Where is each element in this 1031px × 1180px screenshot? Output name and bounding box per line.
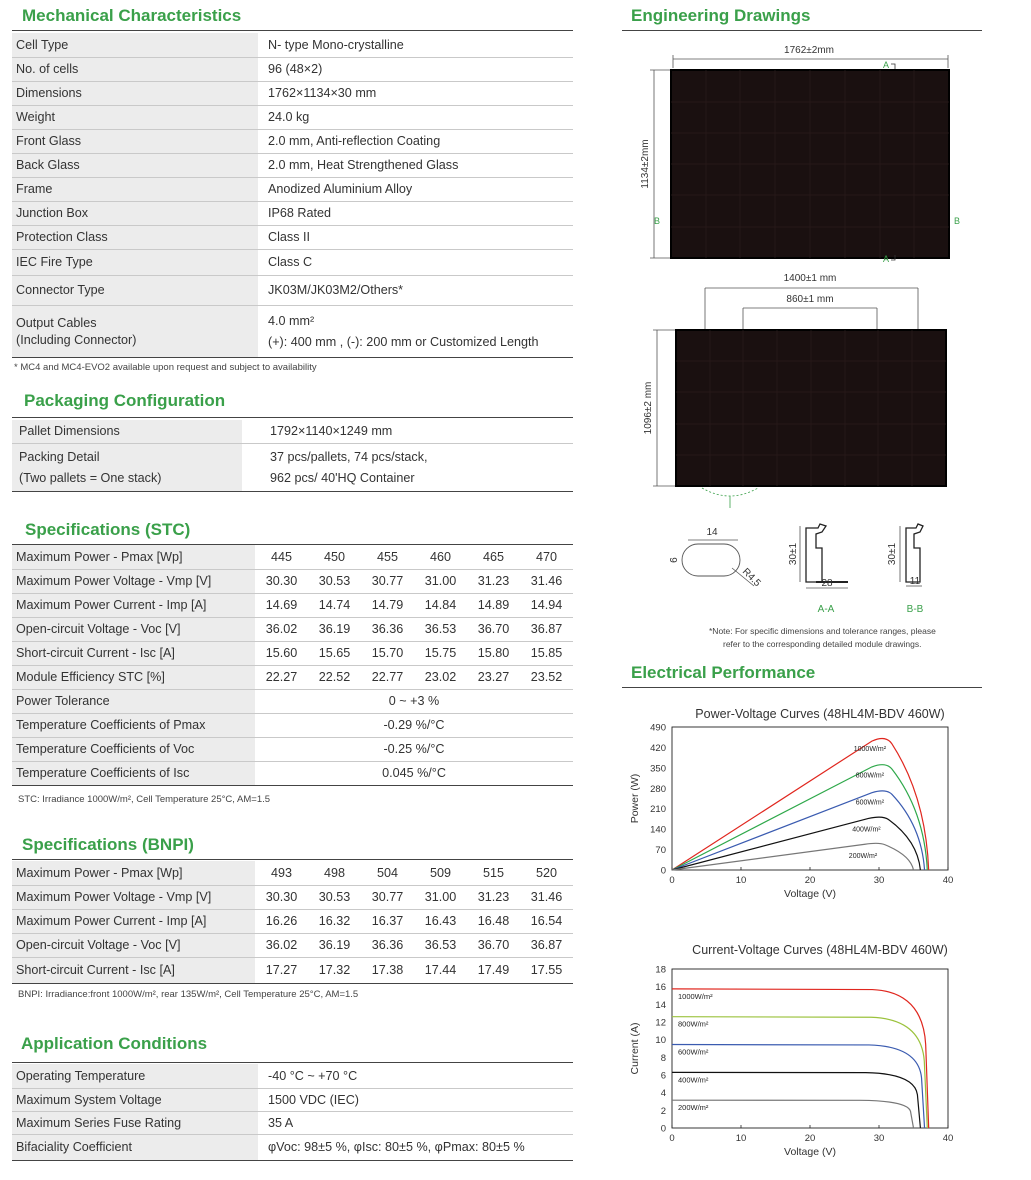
cell-value: 455 (361, 545, 414, 569)
row-value: 962 pcs/ 40'HQ Container (270, 470, 415, 485)
cell-value: 36.02 (255, 617, 308, 641)
x-axis-label: Voltage (V) (784, 1146, 836, 1158)
row-label: Pallet Dimensions (12, 420, 242, 443)
series-label: 800W/m² (678, 1019, 709, 1029)
electrical-title: Electrical Performance (631, 663, 816, 682)
row-label: Power Tolerance (12, 689, 255, 713)
x-tick-label: 40 (942, 875, 954, 886)
row-label: Temperature Coefficients of Pmax (12, 713, 255, 737)
bnpi-title: Specifications (BNPI) (22, 835, 194, 854)
stc-title: Specifications (STC) (25, 520, 191, 539)
packaging-table (12, 420, 573, 492)
cell-value: 36.19 (308, 617, 361, 641)
series-label: 600W/m² (678, 1047, 709, 1057)
cell-value: 16.32 (308, 909, 361, 933)
row-value: 35 A (258, 1111, 573, 1134)
back-width-dimension: 1400±1 mm (783, 273, 837, 284)
cell-value: 14.74 (308, 593, 361, 617)
cell-value: 30.77 (361, 569, 414, 593)
row-label: IEC Fire Type (12, 249, 258, 275)
cell-value: 0.045 %/°C (255, 761, 573, 785)
cell-value: 31.23 (467, 885, 520, 909)
table-row (12, 1134, 573, 1160)
cell-value: 22.27 (255, 665, 308, 689)
section-label-bb: B-B (906, 604, 924, 615)
cell-value: 36.19 (308, 933, 361, 957)
cell-value: 17.38 (361, 957, 414, 983)
table-row (12, 57, 573, 81)
cell-value: 23.27 (467, 665, 520, 689)
cell-value: 16.26 (255, 909, 308, 933)
cell-value: 36.70 (467, 933, 520, 957)
row-value: (+): 400 mm , (-): 200 mm or Customized Length (268, 334, 539, 349)
row-label: Module Efficiency STC [%] (12, 665, 255, 689)
iv-series-line (672, 989, 929, 1128)
height-dimension: 1134±2mm (640, 139, 651, 189)
output-cables-value (258, 305, 573, 357)
table-row (12, 665, 573, 689)
cell-value: 17.44 (414, 957, 467, 983)
pv-series-line (672, 791, 925, 870)
hole-width: 14 (706, 527, 718, 538)
y-tick-label: 8 (660, 1052, 666, 1064)
section-mark-a: A (883, 254, 890, 264)
packing-detail-label (12, 443, 242, 491)
cell-value: 23.52 (520, 665, 573, 689)
row-value: 37 pcs/pallets, 74 pcs/stack, (270, 449, 428, 464)
cell-value: 31.46 (520, 885, 573, 909)
row-label: Back Glass (12, 153, 258, 177)
table-row (12, 885, 573, 909)
cell-value: 15.65 (308, 641, 361, 665)
row-label: (Including Connector) (16, 332, 137, 347)
row-label: Operating Temperature (12, 1064, 258, 1088)
row-label: Cell Type (12, 33, 258, 57)
cell-value: 460 (414, 545, 467, 569)
x-tick-label: 20 (804, 875, 816, 886)
series-label: 400W/m² (678, 1075, 709, 1085)
row-value: IP68 Rated (258, 201, 573, 225)
cell-value: 30.30 (255, 569, 308, 593)
cell-value: 498 (308, 861, 361, 885)
table-row (12, 177, 573, 201)
y-axis-label: Current (A) (629, 1022, 641, 1075)
y-tick-label: 10 (655, 1035, 666, 1047)
packing-detail-value (242, 443, 573, 491)
cell-value: 509 (414, 861, 467, 885)
row-label: Bifaciality Coefficient (12, 1134, 258, 1160)
x-tick-label: 10 (735, 1133, 747, 1144)
x-axis-label: Voltage (V) (784, 888, 836, 900)
cell-value: 16.48 (467, 909, 520, 933)
x-tick-label: 30 (873, 875, 885, 886)
row-label: Connector Type (12, 275, 258, 305)
cell-value: 17.49 (467, 957, 520, 983)
row-value: Anodized Aluminium Alloy (258, 177, 573, 201)
cell-value: 504 (361, 861, 414, 885)
table-row (12, 1064, 573, 1088)
drawings-title: Engineering Drawings (631, 6, 811, 25)
cell-value: 14.69 (255, 593, 308, 617)
stc-table (12, 545, 573, 786)
packaging-title: Packaging Configuration (24, 391, 226, 410)
cell-value: 36.70 (467, 617, 520, 641)
cell-value: 493 (255, 861, 308, 885)
section-divider (12, 417, 573, 418)
bnpi-note: BNPI: Irradiance:front 1000W/m², rear 135W/m², Cell Temperature 25°C, AM=1.5 (18, 989, 359, 1000)
cell-value: 14.94 (520, 593, 573, 617)
hole-height: 9 (667, 557, 678, 563)
row-label: Temperature Coefficients of Isc (12, 761, 255, 785)
cell-value: 36.87 (520, 617, 573, 641)
mechanical-title: Mechanical Characteristics (22, 6, 242, 25)
table-row (12, 569, 573, 593)
frame-height-bb: 30±1 (887, 542, 898, 566)
row-value: Class C (258, 249, 573, 275)
y-tick-label: 4 (660, 1088, 666, 1100)
cell-value: 31.23 (467, 569, 520, 593)
section-divider (622, 30, 982, 31)
iv-series-line (672, 1045, 925, 1128)
chart-title: Current-Voltage Curves (48HL4M-BDV 460W) (692, 943, 948, 957)
frame-width-bb: 11 (909, 576, 921, 587)
row-value: 2.0 mm, Anti-reflection Coating (258, 129, 573, 153)
cell-value: 36.53 (414, 617, 467, 641)
row-label: Protection Class (12, 225, 258, 249)
row-value: 1500 VDC (IEC) (258, 1088, 573, 1111)
y-tick-label: 6 (660, 1070, 666, 1082)
y-tick-label: 18 (655, 964, 666, 976)
table-row (12, 617, 573, 641)
row-value: JK03M/JK03M2/Others* (258, 275, 573, 305)
current-voltage-chart (620, 938, 970, 1162)
y-tick-label: 2 (660, 1105, 666, 1117)
y-tick-label: 420 (650, 742, 666, 754)
series-label: 400W/m² (852, 826, 881, 834)
table-row (12, 761, 573, 785)
table-row (12, 593, 573, 617)
row-value: 96 (48×2) (258, 57, 573, 81)
y-tick-label: 350 (650, 763, 666, 775)
cell-value: 36.53 (414, 933, 467, 957)
table-row (12, 129, 573, 153)
table-row (12, 249, 573, 275)
cell-value: 31.00 (414, 569, 467, 593)
cell-value: 36.36 (361, 933, 414, 957)
cell-value: 16.37 (361, 909, 414, 933)
row-label: (Two pallets = One stack) (19, 470, 162, 485)
y-tick-label: 490 (650, 722, 666, 734)
cell-value: 450 (308, 545, 361, 569)
row-label: Maximum Power Voltage - Vmp [V] (12, 569, 255, 593)
cell-value: 17.32 (308, 957, 361, 983)
table-row (12, 105, 573, 129)
plot-frame (672, 969, 948, 1128)
x-tick-label: 40 (942, 1133, 954, 1144)
cable-outline (702, 488, 758, 496)
row-value: Class II (258, 225, 573, 249)
table-row (12, 305, 573, 357)
table-row (12, 957, 573, 983)
y-tick-label: 0 (660, 865, 666, 877)
row-label: Short-circuit Current - Isc [A] (12, 641, 255, 665)
table-row (12, 861, 573, 885)
frame-height-aa: 30±1 (788, 542, 799, 566)
chart-title: Power-Voltage Curves (48HL4M-BDV 460W) (695, 707, 945, 721)
cell-value: 15.60 (255, 641, 308, 665)
stc-note: STC: Irradiance 1000W/m², Cell Temperature 25°C, AM=1.5 (18, 794, 271, 805)
section-divider (12, 1062, 573, 1063)
x-tick-label: 20 (804, 1133, 816, 1144)
power-voltage-chart (620, 700, 970, 912)
cell-value: -0.25 %/°C (255, 737, 573, 761)
cell-value: 15.85 (520, 641, 573, 665)
back-height-dimension: 1096±2 mm (643, 381, 654, 435)
x-tick-label: 10 (735, 875, 747, 886)
x-tick-label: 30 (873, 1133, 885, 1144)
cell-value: 17.27 (255, 957, 308, 983)
y-tick-label: 12 (655, 1017, 666, 1029)
row-label: Packing Detail (19, 449, 100, 464)
cell-value: 36.02 (255, 933, 308, 957)
cell-value: 520 (520, 861, 573, 885)
cell-value: 14.89 (467, 593, 520, 617)
y-tick-label: 14 (655, 999, 666, 1011)
application-title: Application Conditions (21, 1034, 208, 1053)
y-tick-label: 210 (650, 804, 666, 816)
row-label: Maximum Series Fuse Rating (12, 1111, 258, 1134)
table-row (12, 689, 573, 713)
row-label: Maximum Power - Pmax [Wp] (12, 861, 255, 885)
hole-radius: R4.5 (739, 566, 763, 590)
row-label: Dimensions (12, 81, 258, 105)
series-label: 1000W/m² (678, 991, 713, 1001)
y-tick-label: 0 (660, 1123, 666, 1135)
drawing-note-line1: *Note: For specific dimensions and tolerance ranges, please (709, 626, 936, 636)
row-value: 2.0 mm, Heat Strengthened Glass (258, 153, 573, 177)
cell-value: 30.30 (255, 885, 308, 909)
table-row (12, 443, 573, 491)
cell-value: 30.53 (308, 569, 361, 593)
row-value: -40 °C ~ +70 °C (258, 1064, 573, 1088)
cell-value: 22.52 (308, 665, 361, 689)
series-label: 1000W/m² (853, 745, 887, 753)
y-tick-label: 140 (650, 824, 666, 836)
y-tick-label: 16 (655, 982, 666, 994)
y-tick-label: 280 (650, 783, 666, 795)
row-value: 24.0 kg (258, 105, 573, 129)
cell-value: 22.77 (361, 665, 414, 689)
cell-value: 30.77 (361, 885, 414, 909)
row-label: Maximum Power Current - Imp [A] (12, 909, 255, 933)
table-row (12, 225, 573, 249)
cell-value: 31.00 (414, 885, 467, 909)
table-row (12, 933, 573, 957)
y-tick-label: 70 (655, 845, 666, 857)
row-value: N- type Mono-crystalline (258, 33, 573, 57)
application-table (12, 1064, 573, 1161)
cell-value: 0 ~ +3 % (255, 689, 573, 713)
width-dimension: 1762±2mm (784, 45, 834, 56)
row-label: Temperature Coefficients of Voc (12, 737, 255, 761)
back-view-drawing (630, 268, 970, 508)
cell-value: 16.54 (520, 909, 573, 933)
table-row (12, 737, 573, 761)
mechanical-table (12, 33, 573, 358)
section-divider (12, 30, 573, 31)
row-label: Open-circuit Voltage - Voc [V] (12, 933, 255, 957)
cell-value: 30.53 (308, 885, 361, 909)
table-row (12, 641, 573, 665)
cell-value: 445 (255, 545, 308, 569)
cell-value: 36.36 (361, 617, 414, 641)
row-label: Maximum Power Current - Imp [A] (12, 593, 255, 617)
row-value: φVoc: 98±5 %, φIsc: 80±5 %, φPmax: 80±5 % (258, 1134, 573, 1160)
pv-series-line (672, 765, 927, 870)
cell-value: 15.70 (361, 641, 414, 665)
table-row (12, 713, 573, 737)
frame-width-aa: 28 (821, 578, 833, 589)
cell-value: 15.80 (467, 641, 520, 665)
table-row (12, 275, 573, 305)
row-label: Output Cables (16, 315, 97, 330)
row-label: No. of cells (12, 57, 258, 81)
drawing-note-line2: refer to the corresponding detailed module drawings. (723, 639, 922, 649)
row-value: 1792×1140×1249 mm (242, 420, 573, 443)
table-row (12, 420, 573, 443)
cell-value: 17.55 (520, 957, 573, 983)
section-mark-a: A (883, 60, 890, 70)
bnpi-table (12, 861, 573, 984)
front-view-drawing (630, 38, 970, 268)
table-row (12, 909, 573, 933)
cell-value: -0.29 %/°C (255, 713, 573, 737)
series-label: 600W/m² (855, 799, 885, 807)
row-label: Short-circuit Current - Isc [A] (12, 957, 255, 983)
row-label: Weight (12, 105, 258, 129)
table-row (12, 1088, 573, 1111)
table-row (12, 81, 573, 105)
mechanical-footnote: * MC4 and MC4-EVO2 available upon request and subject to availability (14, 362, 317, 373)
row-label: Frame (12, 177, 258, 201)
frame-profile-aa (806, 524, 826, 582)
cell-value: 23.02 (414, 665, 467, 689)
row-label: Front Glass (12, 129, 258, 153)
cell-value: 515 (467, 861, 520, 885)
table-row (12, 545, 573, 569)
section-mark-b: B (954, 216, 961, 226)
series-label: 200W/m² (678, 1103, 709, 1113)
series-label: 200W/m² (848, 853, 878, 861)
row-label: Maximum Power - Pmax [Wp] (12, 545, 255, 569)
x-tick-label: 0 (669, 1133, 675, 1144)
table-row (12, 153, 573, 177)
frame-section-details (650, 520, 980, 620)
section-label-aa: A-A (817, 604, 835, 615)
row-value: 1762×1134×30 mm (258, 81, 573, 105)
row-label: Maximum Power Voltage - Vmp [V] (12, 885, 255, 909)
section-mark-b: B (654, 216, 661, 226)
cell-value: 16.43 (414, 909, 467, 933)
row-label: Open-circuit Voltage - Voc [V] (12, 617, 255, 641)
section-divider (12, 859, 573, 860)
x-tick-label: 0 (669, 875, 675, 886)
row-value: 4.0 mm² (268, 313, 315, 328)
series-label: 800W/m² (855, 772, 885, 780)
arrow-icon (891, 64, 895, 69)
table-row (12, 1111, 573, 1134)
y-axis-label: Power (W) (629, 773, 641, 824)
cell-value: 15.75 (414, 641, 467, 665)
back-inner-dimension: 860±1 mm (786, 294, 834, 305)
cell-value: 31.46 (520, 569, 573, 593)
cell-value: 36.87 (520, 933, 573, 957)
section-divider (622, 687, 982, 688)
frame-profile-bb (906, 524, 923, 582)
cell-value: 465 (467, 545, 520, 569)
row-label: Maximum System Voltage (12, 1088, 258, 1111)
cell-value: 470 (520, 545, 573, 569)
table-row (12, 33, 573, 57)
output-cables-label (12, 305, 258, 357)
cell-value: 14.79 (361, 593, 414, 617)
row-label: Junction Box (12, 201, 258, 225)
table-row (12, 201, 573, 225)
mounting-hole (682, 544, 740, 576)
cell-value: 14.84 (414, 593, 467, 617)
